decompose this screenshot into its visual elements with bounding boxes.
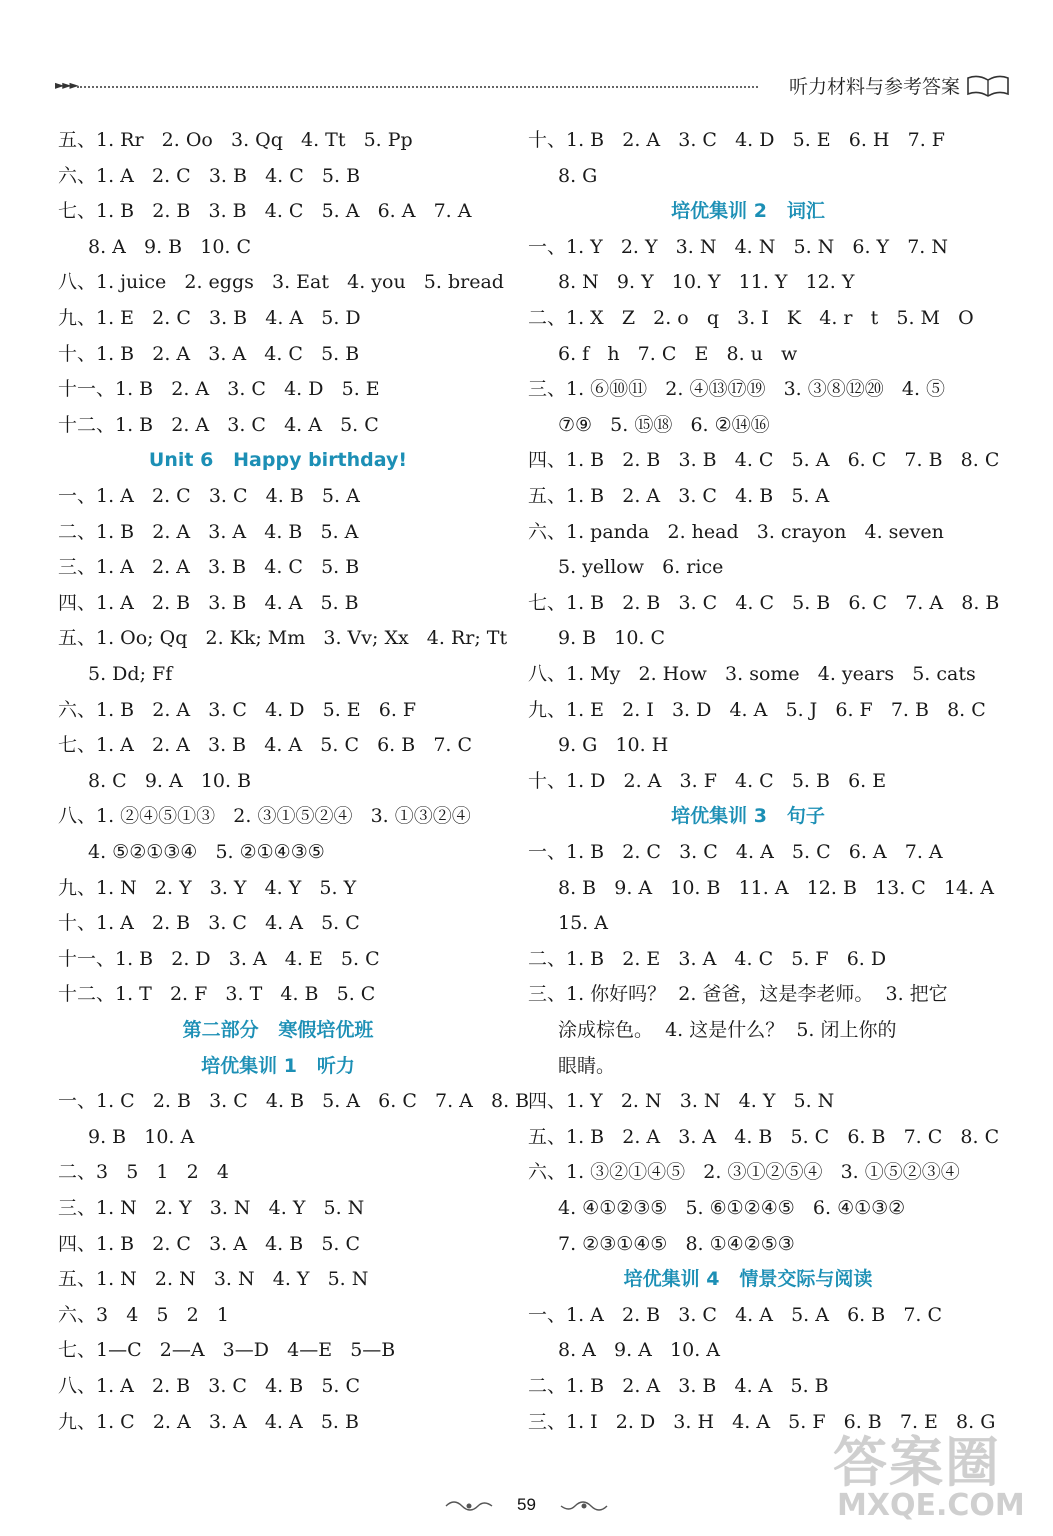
answer-line: 四、1. B 2. B 3. B 4. C 5. A 6. C 7. B 8. C xyxy=(528,449,1000,472)
answer-line: 一、1. B 2. C 3. C 4. A 5. C 6. A 7. A xyxy=(528,841,943,863)
footer-ornament-right-icon xyxy=(559,1497,609,1515)
answer-line: 一、1. Y 2. Y 3. N 4. N 5. N 6. Y 7. N xyxy=(528,235,949,258)
answer-line: 十、1. B 2. A 3. A 4. C 5. B xyxy=(58,342,360,365)
answer-line: 9. G 10. H xyxy=(558,734,669,757)
answer-line: 六、1. A 2. C 3. B 4. C 5. B xyxy=(58,164,361,187)
answer-line: 15. A xyxy=(558,912,608,935)
answer-line: 十一、1. B 2. D 3. A 4. E 5. C xyxy=(58,947,380,970)
answer-line: 一、1. A 2. B 3. C 4. A 5. A 6. B 7. C xyxy=(528,1303,943,1326)
answer-line: 四、1. Y 2. N 3. N 4. Y 5. N xyxy=(528,1090,835,1113)
answer-line: 7. ②③①④⑤ 8. ①④②⑤③ xyxy=(558,1232,795,1255)
watermark-logo xyxy=(833,1420,1033,1530)
answer-line: 六、1. panda 2. head 3. crayon 4. seven xyxy=(528,520,944,543)
answer-line: 九、1. N 2. Y 3. Y 4. Y 5. Y xyxy=(58,876,357,899)
answer-line: 8. A 9. B 10. C xyxy=(88,235,252,258)
footer-ornament-left-icon xyxy=(444,1497,494,1515)
answer-line: 六、3 4 5 2 1 xyxy=(58,1303,229,1326)
answer-line: 二、1. B 2. A 3. B 4. A 5. B xyxy=(528,1375,829,1397)
answer-line: 四、1. B 2. C 3. A 4. B 5. C xyxy=(58,1232,361,1255)
answer-line: 六、1. ③②①④⑤ 2. ③①②⑤④ 3. ①⑤②③④ xyxy=(528,1161,960,1184)
answer-line: 三、1. A 2. A 3. B 4. C 5. B xyxy=(58,556,360,579)
answer-line: 4. ⑤②①③④ 5. ②①④③⑤ xyxy=(88,841,325,863)
page-number: 59 xyxy=(517,1495,536,1514)
answer-line: 四、1. A 2. B 3. B 4. A 5. B xyxy=(58,591,359,614)
answer-line: 十、1. A 2. B 3. C 4. A 5. C xyxy=(58,912,360,935)
answer-line: 三、1. 你好吗？ 2. 爸爸，这是李老师。 3. 把它 xyxy=(528,983,948,1006)
answer-line: 8. A 9. A 10. A xyxy=(558,1339,720,1362)
section-heading: 培优集训 2 词汇 xyxy=(671,200,825,223)
answer-line: 五、1. B 2. A 3. C 4. B 5. A xyxy=(528,485,830,507)
arrow-decoration-icon: ►►► xyxy=(55,78,77,92)
answer-line: 七、1. B 2. B 3. C 4. C 5. B 6. C 7. A 8. B xyxy=(528,591,1000,614)
page-header xyxy=(55,70,1010,104)
answer-line: 七、1—C 2—A 3—D 4—E 5—B xyxy=(58,1339,396,1362)
answer-line: 5. yellow 6. rice xyxy=(558,556,724,579)
answer-line: 6. f h 7. C E 8. u w xyxy=(558,342,798,365)
answer-line: 8. C 9. A 10. B xyxy=(88,769,252,792)
answer-line: 五、1. N 2. N 3. N 4. Y 5. N xyxy=(58,1268,369,1291)
answer-line: 眼睛。 xyxy=(558,1054,616,1077)
answer-line: 9. B 10. C xyxy=(558,627,666,650)
answer-line: 五、1. Oo; Qq 2. Kk; Mm 3. Vv; Xx 4. Rr; Tt xyxy=(58,627,508,650)
answer-line: 8. B 9. A 10. B 11. A 12. B 13. C 14. A xyxy=(558,876,994,899)
answer-line: 七、1. B 2. B 3. B 4. C 5. A 6. A 7. A xyxy=(58,200,472,223)
section-heading: 培优集训 3 句子 xyxy=(671,805,825,828)
answer-line: 涂成棕色。 4. 这是什么？ 5. 闭上你的 xyxy=(558,1019,897,1041)
answer-line: 8. N 9. Y 10. Y 11. Y 12. Y xyxy=(558,271,855,294)
watermark-line2: MXQE.COM xyxy=(837,1488,1025,1523)
answer-line: 一、1. A 2. C 3. C 4. B 5. A xyxy=(58,485,360,507)
answer-line: 一、1. C 2. B 3. C 4. B 5. A 6. C 7. A 8. B xyxy=(58,1090,530,1113)
answer-line: 三、1. ⑥⑩⑪ 2. ④⑬⑰⑲ 3. ③⑧⑫⑳ 4. ⑤ xyxy=(528,378,946,401)
dotted-rule xyxy=(77,86,758,88)
answer-line: 九、1. E 2. C 3. B 4. A 5. D xyxy=(58,307,361,329)
answer-line: 八、1. juice 2. eggs 3. Eat 4. you 5. bread xyxy=(58,271,504,294)
answer-line: 九、1. E 2. I 3. D 4. A 5. J 6. F 7. B 8. C xyxy=(528,698,986,721)
answer-line: 八、1. ②④⑤①③ 2. ③①⑤②④ 3. ①③②④ xyxy=(58,805,471,828)
answer-line: 二、1. B 2. E 3. A 4. C 5. F 6. D xyxy=(528,947,887,970)
answer-line: 九、1. C 2. A 3. A 4. A 5. B xyxy=(58,1410,359,1433)
answer-line: 三、1. I 2. D 3. H 4. A 5. F 6. B 7. E 8. G xyxy=(528,1410,996,1433)
answer-line: 三、1. N 2. Y 3. N 4. Y 5. N xyxy=(58,1197,365,1219)
answer-line: 七、1. A 2. A 3. B 4. A 5. C 6. B 7. C xyxy=(58,734,473,757)
section-heading: Unit 6 Happy birthday! xyxy=(148,449,408,472)
answer-line: 5. Dd; Ff xyxy=(88,663,173,685)
answer-line: 二、3 5 1 2 4 xyxy=(58,1161,229,1184)
answer-line: 4. ④①②③⑤ 5. ⑥①②④⑤ 6. ④①③② xyxy=(558,1197,906,1219)
answer-line: 五、1. Rr 2. Oo 3. Qq 4. Tt 5. Pp xyxy=(58,129,413,151)
answer-line: 八、1. My 2. How 3. some 4. years 5. cats xyxy=(528,663,976,685)
answer-line: 8. G xyxy=(558,164,598,187)
watermark-line1: 答案圈 xyxy=(833,1431,1001,1494)
answer-line: 五、1. B 2. A 3. A 4. B 5. C 6. B 7. C 8. C xyxy=(528,1125,1000,1148)
answer-line: ⑦⑨ 5. ⑮⑱ 6. ②⑭⑯ xyxy=(558,413,770,436)
answer-line: 二、1. X Z 2. o q 3. I K 4. r t 5. M O xyxy=(528,307,974,329)
answer-line: 9. B 10. A xyxy=(88,1125,195,1148)
section-heading: 第二部分 寒假培优班 xyxy=(182,1019,374,1041)
answer-line: 六、1. B 2. A 3. C 4. D 5. E 6. F xyxy=(58,698,417,721)
header-title: 听力材料与参考答案 xyxy=(788,76,960,98)
answer-line: 十二、1. B 2. A 3. C 4. A 5. C xyxy=(58,413,379,436)
section-heading: 培优集训 4 情景交际与阅读 xyxy=(623,1268,873,1291)
answer-line: 十、1. D 2. A 3. F 4. C 5. B 6. E xyxy=(528,769,887,792)
answer-line: 十、1. B 2. A 3. C 4. D 5. E 6. H 7. F xyxy=(528,129,945,151)
section-heading: 培优集训 1 听力 xyxy=(201,1054,355,1077)
answer-line: 二、1. B 2. A 3. A 4. B 5. A xyxy=(58,520,359,543)
answer-line: 八、1. A 2. B 3. C 4. B 5. C xyxy=(58,1375,361,1397)
answer-line: 十二、1. T 2. F 3. T 4. B 5. C xyxy=(58,983,376,1006)
answer-line: 十一、1. B 2. A 3. C 4. D 5. E xyxy=(58,378,380,401)
open-book-icon xyxy=(966,72,1010,98)
